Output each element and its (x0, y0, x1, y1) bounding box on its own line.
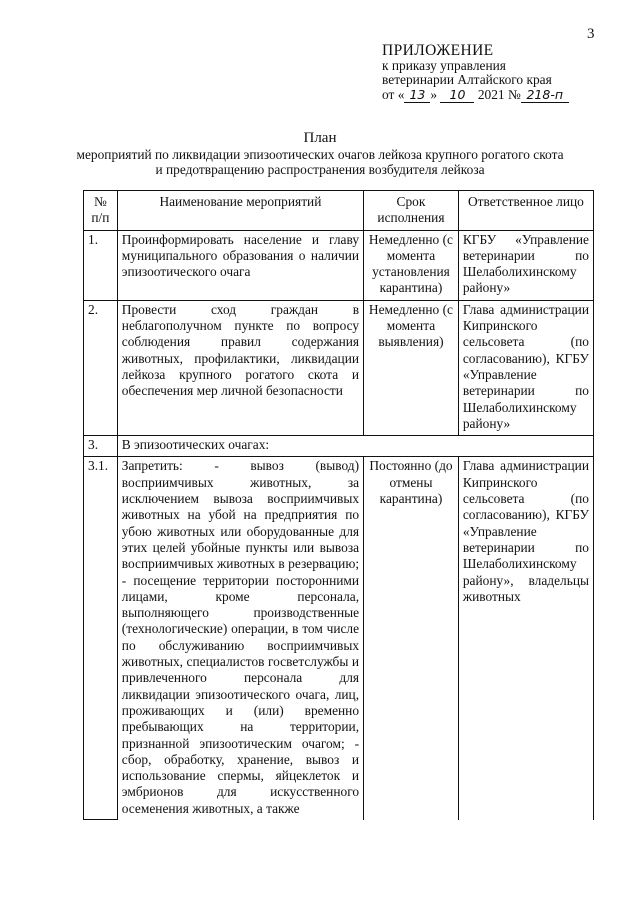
header-num: № п/п (84, 191, 118, 231)
appendix-block (382, 44, 569, 103)
header-resp: Ответственное лицо (458, 191, 593, 231)
row-section-title: В эпизоотических очагах: (117, 436, 593, 457)
order-year: 2021 № (477, 86, 521, 102)
date-sep: » (430, 86, 438, 102)
order-month: 10 (440, 88, 474, 104)
table-row (84, 457, 594, 820)
plan-subtitle-1: мероприятий по ликвидации эпизоотических очагов лейкоза крупного рогатого скота (76, 146, 564, 162)
row-num: 2. (84, 300, 118, 435)
row-name: Проинформировать население и главу муниципального образования о наличии эпизоотического очага (117, 230, 363, 300)
appendix-line2: ветеринарии Алтайского края (382, 72, 552, 87)
measures-table (83, 190, 594, 820)
header-term: Срок исполнения (364, 191, 459, 231)
row-resp: Глава администрации Кипринского сельсовета (по согласованию), КГБУ «Управление ветеринарии по Шелаболихинскому району» (458, 300, 593, 435)
row-term: Немедленно (с момента установления карантина) (364, 230, 459, 300)
row-num: 3. (84, 436, 118, 457)
row-term: Постоянно (до отмены карантина) (364, 457, 459, 820)
header-name: Наименование мероприятий (117, 191, 363, 231)
appendix-date-line (382, 88, 569, 104)
order-number: 218-п (521, 88, 569, 104)
plan-header (0, 131, 640, 178)
row-resp: Глава администрации Кипринского сельсовета (по согласованию), КГБУ «Управление ветеринарии по Шелаболихинскому району», владельцы животных (458, 457, 593, 820)
row-term: Немедленно (с момента выявления) (364, 300, 459, 435)
page-number: 3 (587, 26, 595, 42)
order-day: 13 (404, 88, 430, 104)
table-row (84, 230, 594, 300)
date-prefix: от « (382, 86, 405, 102)
table-row (84, 436, 594, 457)
appendix-title: ПРИЛОЖЕНИЕ (382, 42, 494, 59)
row-resp: КГБУ «Управление ветеринарии по Шелаболихинскому району» (458, 230, 593, 300)
row-num: 3.1. (84, 457, 118, 820)
plan-title: План (303, 130, 337, 146)
row-name: Запретить: - вывоз (вывод) восприимчивых животных, за исключением вывоза восприимчивых животных на убой на предприятия по убою животных или оборудованные для этих целей убойные пункты или вывоза восприимчивых животных в резервацию; - посещение территории посторонними лицами, кроме персонала, выполняющего производственные (технологические) операции, в том числе по обслуживанию восприимчивых животных, специалистов госветслужбы и привлеченного персонала для ликвидации эпизоотического очага, лиц, проживающих и (или) временно пребывающих на территории, признанной эпизоотическим очагом; - сбор, обработку, хранение, вывоз и использование спермы, яйцеклеток и эмбрионов для искусственного осеменения животных, а также (117, 457, 363, 820)
row-name: Провести сход граждан в неблагополучном пункте по вопросу соблюдения правил содержания животных, профилактики, ликвидации лейкоза крупного рогатого скота и обеспечения мер личной безопасности (117, 300, 363, 435)
table-header-row (84, 191, 594, 231)
table-row (84, 300, 594, 435)
plan-subtitle-2: и предотвращению распространения возбудителя лейкоза (155, 162, 485, 177)
row-num: 1. (84, 230, 118, 300)
appendix-line1: к приказу управления (382, 57, 506, 73)
